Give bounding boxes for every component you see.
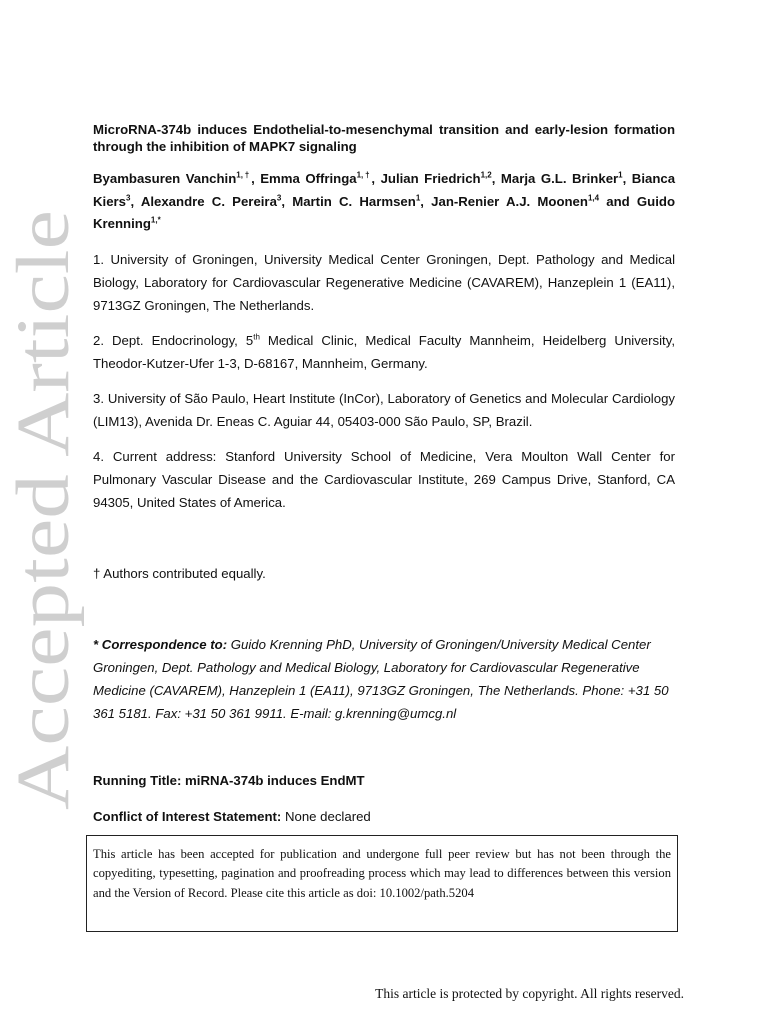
author-list: Byambasuren Vanchin$^{1,\dagger}$, Emma Offringa$^{1,\dagger}$, Julian Friedrich$^{1,2}$, Marja G.L. Brinker$^1$, Bianca Kiers$^3$, Alexandre C. Pereira$^3$, Martin C. Harmsen$^1$, Jan-Renier A.J. Moonen$^{1,4}$ and Guido Krenning$^{1,*}$ bbox=[93, 170, 676, 231]
affiliation-4: 4. Current address: Stanford University School of Medicine, Vera Moulton Wall Center for Pulmonary Vascular Disease and the Cardiovascular Institute, 269 Campus Drive, Stanford, CA 94305, United States of America. bbox=[93, 449, 675, 510]
author-affiliation-marker: 3 bbox=[126, 193, 131, 203]
author-name: Bianca Kiers bbox=[93, 171, 676, 209]
correspondence-label: * Correspondence to: bbox=[93, 637, 228, 652]
author-name: Alexandre C. Pereira bbox=[140, 193, 277, 209]
conflict-value: None declared bbox=[281, 809, 371, 824]
author-affiliation-marker: 1,4 bbox=[587, 193, 600, 203]
running-title: Running Title: miRNA-374b induces EndMT bbox=[93, 773, 365, 788]
affiliation-2-post: Medical Clinic, Medical Faculty Mannheim, Heidelberg University, Theodor-Kutzer-Ufer 1-3, D-68167, Mannheim, Germany. bbox=[93, 333, 676, 371]
author-affiliation-marker: 1 bbox=[415, 193, 421, 203]
author-affiliation-marker: 3 bbox=[276, 193, 282, 203]
watermark-text: Accepted Article bbox=[2, 304, 85, 810]
conflict-of-interest bbox=[93, 809, 371, 824]
author-name: Byambasuren Vanchin bbox=[93, 171, 237, 186]
affiliation-2 bbox=[93, 329, 675, 375]
affiliation-2-pre: 2. Dept. Endocrinology, 5 bbox=[93, 333, 254, 348]
author-name: Julian Friedrich bbox=[380, 171, 481, 186]
equal-contribution-note: † Authors contributed equally. bbox=[93, 566, 266, 581]
author-name: Jan-Renier A.J. Moonen bbox=[431, 193, 588, 209]
author-affiliation-marker: 1,† bbox=[236, 170, 252, 180]
conflict-label: Conflict of Interest Statement: bbox=[93, 809, 282, 824]
article-title: MicroRNA-374b induces Endothelial-to-mesenchymal transition and early-lesion formation through the inhibition of MAPK7 signaling bbox=[93, 122, 675, 154]
affiliation-2-sup: th bbox=[253, 332, 260, 342]
author-affiliation-marker: 1 bbox=[618, 170, 623, 180]
accepted-notice-box: This article has been accepted for publication and undergone full peer review but has not been through the copyediting, typesetting, pagination and proofreading process which may lead to differences between this version and the Version of Record. Please cite this article as doi: 10.1002/path.5204 bbox=[86, 835, 678, 932]
author-name: Emma Offringa bbox=[260, 171, 357, 186]
author-name: and Guido Krenning bbox=[93, 193, 676, 231]
author-affiliation-marker: 1,2 bbox=[480, 170, 492, 180]
author-name: Marja G.L. Brinker bbox=[500, 171, 619, 186]
author-name: Martin C. Harmsen bbox=[292, 193, 416, 209]
author-affiliation-marker: 1,* bbox=[150, 215, 161, 225]
correspondence-text: Guido Krenning PhD, University of Groningen/University Medical Center Groningen, Dept. Pathology and Medical Biology, Laboratory for Cardiovascular Regenerative Medicine (CAVAREM), Hanzeplein 1 (EA11), 9713GZ Groningen, The Netherlands. Phone: +31 50 361 5181. Fax: +31 50 361 9911. E-mail: g.krenning@umcg.nl bbox=[93, 637, 669, 721]
correspondence bbox=[93, 633, 675, 725]
affiliation-1: 1. University of Groningen, University Medical Center Groningen, Dept. Pathology and Medical Biology, Laboratory for Cardiovascular Regenerative Medicine (CAVAREM), Hanzeplein 1 (EA11), 9713GZ Groningen, The Netherlands. bbox=[93, 252, 675, 313]
affiliation-3: 3. University of São Paulo, Heart Institute (InCor), Laboratory of Genetics and Molecular Cardiology (LIM13), Avenida Dr. Eneas C. Aguiar 44, 05403-000 São Paulo, SP, Brazil. bbox=[93, 391, 675, 429]
copyright-footer: This article is protected by copyright. All rights reserved. bbox=[375, 986, 684, 1001]
accepted-article-watermark bbox=[2, 205, 85, 815]
author-affiliation-marker: 1,† bbox=[356, 170, 372, 180]
